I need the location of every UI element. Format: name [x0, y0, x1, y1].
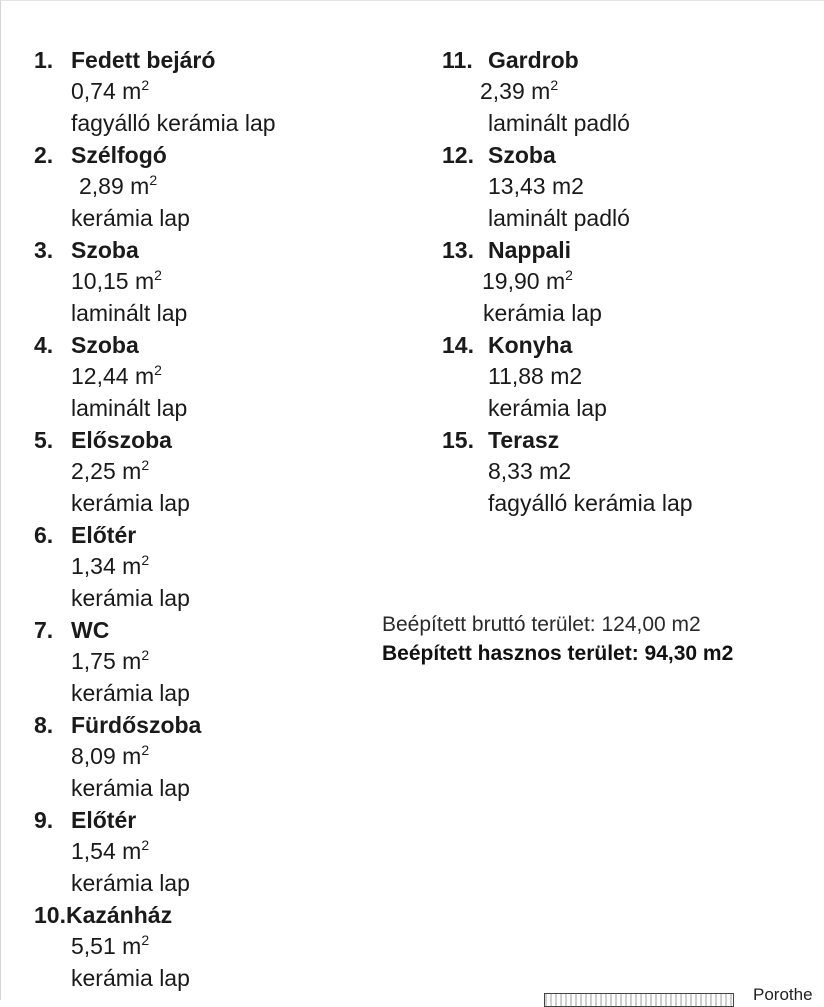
room-area [442, 171, 802, 203]
room-name: Nappali [488, 237, 572, 263]
area-unit-superscript: 2 [565, 267, 573, 283]
room-floor: kerámia lap [71, 774, 190, 801]
gross-area-text: Beépített bruttó terület: 124,00 m2 [382, 613, 701, 636]
room-number: 5. [34, 427, 54, 453]
room-floor: kerámia lap [71, 489, 190, 516]
room-number: 14. [442, 332, 474, 358]
room-heading [34, 709, 394, 741]
room-area [34, 646, 394, 678]
room-heading [34, 329, 394, 361]
room-heading [34, 519, 394, 551]
area-unit-superscript: 2 [141, 552, 150, 568]
area-unit-superscript: 2 [141, 742, 150, 758]
cut-off-label: Porothe [753, 985, 813, 1004]
room-area [34, 266, 394, 298]
room-area [34, 361, 394, 393]
room-name: Szoba [488, 142, 556, 168]
area-summary [382, 610, 733, 668]
room-item-14 [442, 329, 802, 424]
room-item-11 [442, 44, 802, 139]
room-area-value: 12,44 m [71, 363, 155, 389]
room-floor: kerámia lap [71, 584, 190, 611]
room-item-1 [34, 44, 394, 139]
room-area-value: 2,89 m [79, 173, 150, 199]
room-number: 11. [442, 47, 473, 73]
room-area [34, 171, 394, 203]
room-heading [34, 44, 394, 76]
room-item-7 [34, 614, 394, 709]
room-number: 13. [442, 237, 474, 263]
room-heading [34, 614, 394, 646]
room-area [34, 551, 394, 583]
room-item-9 [34, 804, 394, 899]
room-name: Fedett bejáró [71, 47, 216, 73]
room-item-3 [34, 234, 394, 329]
room-list-right [442, 44, 802, 519]
room-name: Terasz [488, 427, 560, 453]
room-floor: kerámia lap [488, 394, 607, 421]
room-area [34, 931, 394, 963]
room-number: 6. [34, 522, 54, 548]
room-number: 7. [34, 617, 54, 643]
room-floor [442, 298, 802, 330]
room-number: 1. [34, 47, 54, 73]
room-number: 8. [34, 712, 54, 738]
room-floor: fagyálló kerámia lap [488, 489, 693, 516]
room-floor: laminált lap [71, 394, 188, 421]
room-area-value: 5,51 m [71, 933, 142, 959]
room-number: 4. [34, 332, 54, 358]
room-number: 2. [34, 142, 54, 168]
room-floor: kerámia lap [71, 964, 190, 991]
room-item-6 [34, 519, 394, 614]
room-number: 3. [34, 237, 54, 263]
room-heading [442, 329, 802, 361]
room-area-value: 19,90 m [482, 268, 566, 294]
room-area-value: 8,09 m [71, 743, 142, 769]
room-number: 12. [442, 142, 474, 168]
room-area [442, 361, 802, 393]
room-area [34, 76, 394, 108]
room-number: 10. [34, 902, 66, 928]
area-unit-superscript: 2 [154, 267, 162, 283]
room-name: Előszoba [71, 427, 172, 453]
room-item-5 [34, 424, 394, 519]
room-name: Szélfogó [71, 142, 167, 168]
room-area-value: 8,33 m2 [488, 458, 572, 484]
area-unit-superscript: 2 [149, 172, 158, 188]
room-area [442, 76, 802, 108]
room-item-13 [442, 234, 802, 329]
room-area-value: 2,39 m [480, 78, 551, 104]
area-unit-superscript: 2 [141, 77, 150, 93]
room-area [34, 741, 394, 773]
room-heading [442, 139, 802, 171]
area-unit-superscript: 2 [141, 647, 150, 663]
area-unit-superscript: 2 [141, 837, 150, 853]
room-area-value: 1,75 m [71, 648, 142, 674]
room-item-15 [442, 424, 802, 519]
room-heading [442, 234, 802, 266]
room-area-value: 0,74 m [71, 78, 142, 104]
net-area-text: Beépített hasznos terület: 94,30 m2 [382, 642, 734, 665]
room-heading [34, 899, 394, 931]
room-heading [34, 139, 394, 171]
room-floor-text: kerámia lap [483, 299, 602, 326]
room-area-value: 10,15 m [71, 268, 155, 294]
room-area [34, 836, 394, 868]
room-floor: kerámia lap [71, 869, 190, 896]
room-list-left [34, 44, 394, 994]
room-name: Szoba [71, 332, 139, 358]
room-name: WC [71, 617, 110, 643]
room-name: Előtér [71, 807, 137, 833]
room-name: Szoba [71, 237, 139, 263]
room-heading [34, 234, 394, 266]
area-unit-superscript: 2 [141, 457, 150, 473]
room-name: Fürdőszoba [71, 712, 202, 738]
room-area [442, 456, 802, 488]
room-name: Kazánház [65, 902, 173, 928]
room-floor: laminált lap [71, 299, 188, 326]
area-unit-superscript: 2 [154, 362, 162, 378]
room-heading [34, 804, 394, 836]
room-floor: fagyálló kerámia lap [71, 109, 276, 136]
room-item-2 [34, 139, 394, 234]
room-floor: kerámia lap [71, 204, 190, 231]
room-number: 9. [34, 807, 54, 833]
room-floor: laminált padló [488, 204, 630, 231]
room-floor: laminált padló [488, 109, 630, 136]
room-area [34, 456, 394, 488]
room-area-value: 2,25 m [71, 458, 142, 484]
room-item-8 [34, 709, 394, 804]
room-name: Konyha [488, 332, 573, 358]
area-unit-superscript: 2 [550, 77, 559, 93]
room-name: Előtér [71, 522, 137, 548]
room-item-4 [34, 329, 394, 424]
drawing-frame-strip [544, 993, 734, 1007]
room-heading [34, 424, 394, 456]
room-heading [442, 424, 802, 456]
room-area-value: 13,43 m2 [488, 173, 584, 199]
room-floor: kerámia lap [71, 679, 190, 706]
room-area-value: 1,54 m [71, 838, 142, 864]
room-area-value: 11,88 m2 [488, 363, 583, 389]
room-heading [442, 44, 802, 76]
room-area-value: 1,34 m [71, 553, 142, 579]
room-area [442, 266, 802, 298]
room-item-10 [34, 899, 394, 994]
room-name: Gardrob [488, 47, 579, 73]
room-number: 15. [442, 427, 474, 453]
room-item-12 [442, 139, 802, 234]
area-unit-superscript: 2 [141, 932, 150, 948]
